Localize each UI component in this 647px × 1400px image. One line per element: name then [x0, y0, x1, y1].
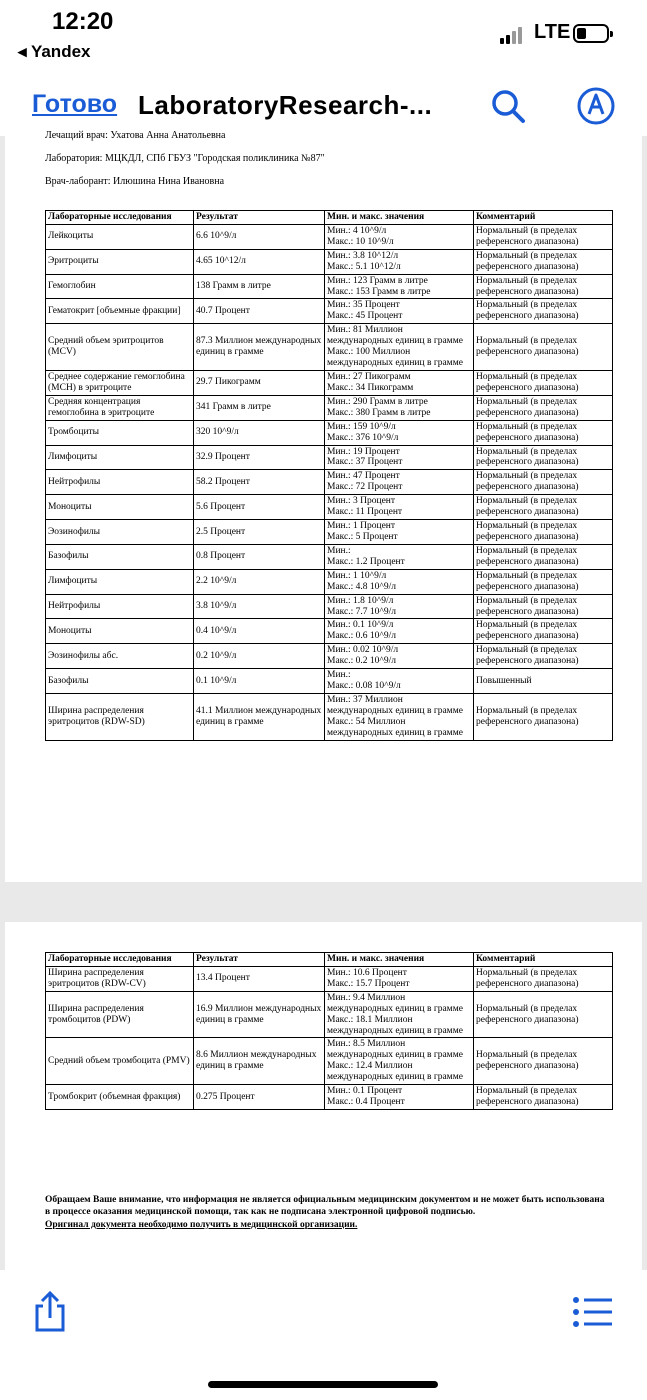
cell-result: 0.275 Процент: [194, 1085, 325, 1110]
cell-test-name: Ширина распределения тромбоцитов (PDW): [46, 991, 194, 1038]
cell-comment: Нормальный (в пределах референсного диапазона): [474, 991, 613, 1038]
cell-comment: Нормальный (в пределах референсного диапазона): [474, 966, 613, 991]
cell-comment: Нормальный (в пределах референсного диапазона): [474, 249, 613, 274]
cell-test-name: Ширина распределения эритроцитов (RDW-CV): [46, 966, 194, 991]
cell-comment: Повышенный: [474, 669, 613, 694]
table-row: [46, 991, 613, 1038]
cell-comment: Нормальный (в пределах референсного диапазона): [474, 495, 613, 520]
cell-test-name: Тромбокрит (объемная фракция): [46, 1085, 194, 1110]
cell-test-name: Лейкоциты: [46, 224, 194, 249]
table-row: [46, 594, 613, 619]
header-result: Результат: [194, 953, 325, 967]
cell-range: Мин.: 37 Миллион международных единиц в грамме Макс.: 54 Миллион международных единиц в грамме: [325, 693, 474, 740]
header-test: Лабораторные исследования: [46, 211, 194, 225]
cell-test-name: Средний объем тромбоцита (PMV): [46, 1038, 194, 1085]
cell-comment: Нормальный (в пределах референсного диапазона): [474, 274, 613, 299]
cell-result: 87.3 Миллион международных единиц в грамме: [194, 324, 325, 371]
table-row: [46, 324, 613, 371]
cell-result: 4.65 10^12/л: [194, 249, 325, 274]
cell-comment: Нормальный (в пределах референсного диапазона): [474, 569, 613, 594]
table-row: [46, 644, 613, 669]
cell-range: Мин.: 4 10^9/л Макс.: 10 10^9/л: [325, 224, 474, 249]
cell-comment: Нормальный (в пределах референсного диапазона): [474, 370, 613, 395]
cell-test-name: Базофилы: [46, 544, 194, 569]
cell-result: 5.6 Процент: [194, 495, 325, 520]
document-title: LaboratoryResearch-...: [138, 90, 433, 120]
cell-comment: Нормальный (в пределах референсного диапазона): [474, 299, 613, 324]
table-row: [46, 1085, 613, 1110]
header-range: Мин. и макс. значения: [325, 953, 474, 967]
cell-test-name: Тромбоциты: [46, 420, 194, 445]
cell-result: 8.6 Миллион международных единиц в грамме: [194, 1038, 325, 1085]
cell-range: Мин.: 19 Процент Макс.: 37 Процент: [325, 445, 474, 470]
document-page-2: [5, 922, 642, 1270]
table-row: [46, 966, 613, 991]
table-header-row: [46, 211, 613, 225]
cell-result: 13.4 Процент: [194, 966, 325, 991]
cell-comment: Нормальный (в пределах референсного диапазона): [474, 644, 613, 669]
cell-test-name: Моноциты: [46, 619, 194, 644]
cell-test-name: Лимфоциты: [46, 569, 194, 594]
cell-test-name: Нейтрофилы: [46, 470, 194, 495]
cell-range: Мин.: 290 Грамм в литре Макс.: 380 Грамм в литре: [325, 395, 474, 420]
attending-doctor: Лечащий врач: Ухатова Анна Анатольевна: [45, 130, 226, 141]
cell-result: 0.4 10^9/л: [194, 619, 325, 644]
results-table-1: [45, 210, 613, 741]
cell-result: 58.2 Процент: [194, 470, 325, 495]
table-row: [46, 520, 613, 545]
table-row: [46, 370, 613, 395]
table-row: [46, 420, 613, 445]
disclaimer: [45, 1194, 605, 1231]
search-icon[interactable]: [488, 86, 528, 126]
table-row: [46, 224, 613, 249]
cell-result: 0.1 10^9/л: [194, 669, 325, 694]
header-range: Мин. и макс. значения: [325, 211, 474, 225]
cell-range: Мин.: 159 10^9/л Макс.: 376 10^9/л: [325, 420, 474, 445]
header-comment: Комментарий: [474, 211, 613, 225]
cell-test-name: Гематокрит [объемные фракции]: [46, 299, 194, 324]
nav-bar: [0, 80, 647, 136]
cell-comment: Нормальный (в пределах референсного диапазона): [474, 520, 613, 545]
cell-result: 320 10^9/л: [194, 420, 325, 445]
home-indicator: [208, 1381, 438, 1388]
cell-test-name: Эозинофилы абс.: [46, 644, 194, 669]
cell-range: Мин.: 1 10^9/л Макс.: 4.8 10^9/л: [325, 569, 474, 594]
list-icon[interactable]: [572, 1296, 614, 1328]
cell-test-name: Базофилы: [46, 669, 194, 694]
cell-comment: Нормальный (в пределах референсного диапазона): [474, 224, 613, 249]
cell-range: Мин.: Макс.: 0.08 10^9/л: [325, 669, 474, 694]
cell-comment: Нормальный (в пределах референсного диапазона): [474, 619, 613, 644]
table-row: [46, 569, 613, 594]
table-row: [46, 249, 613, 274]
cell-range: Мин.: 1.8 10^9/л Макс.: 7.7 10^9/л: [325, 594, 474, 619]
table-row: [46, 1038, 613, 1085]
cell-comment: Нормальный (в пределах референсного диапазона): [474, 544, 613, 569]
table-row: [46, 619, 613, 644]
done-button[interactable]: Готово: [32, 90, 118, 118]
cell-result: 16.9 Миллион международных единиц в грамме: [194, 991, 325, 1038]
cell-comment: Нормальный (в пределах референсного диапазона): [474, 470, 613, 495]
cell-comment: Нормальный (в пределах референсного диапазона): [474, 594, 613, 619]
header-comment: Комментарий: [474, 953, 613, 967]
cell-comment: Нормальный (в пределах референсного диапазона): [474, 445, 613, 470]
cell-comment: Нормальный (в пределах референсного диапазона): [474, 1085, 613, 1110]
cell-range: Мин.: 47 Процент Макс.: 72 Процент: [325, 470, 474, 495]
table-row: [46, 693, 613, 740]
disclaimer-text: Обращаем Ваше внимание, что информация не является официальным медицинским документом и не может быть использована в процессе оказания медицинской помощи, так как не подписана электронной цифровой подписью.: [45, 1195, 605, 1218]
table-row: [46, 669, 613, 694]
cell-range: Мин.: 10.6 Процент Макс.: 15.7 Процент: [325, 966, 474, 991]
disclaimer-original-note: Оригинал документа необходимо получить в медицинской организации.: [45, 1219, 358, 1230]
cell-comment: Нормальный (в пределах референсного диапазона): [474, 395, 613, 420]
cell-test-name: Средняя концентрация гемоглобина в эритроците: [46, 395, 194, 420]
cell-comment: Нормальный (в пределах референсного диапазона): [474, 693, 613, 740]
signal-icon: [500, 26, 528, 44]
markup-icon[interactable]: [576, 86, 616, 126]
table-row: [46, 544, 613, 569]
cell-test-name: Лимфоциты: [46, 445, 194, 470]
status-time: 12:20: [52, 8, 114, 35]
table-header-row: [46, 953, 613, 967]
cell-range: Мин.: 27 Пикограмм Макс.: 34 Пикограмм: [325, 370, 474, 395]
cell-result: 29.7 Пикограмм: [194, 370, 325, 395]
header-test: Лабораторные исследования: [46, 953, 194, 967]
cell-range: Мин.: 9.4 Миллион международных единиц в грамме Макс.: 18.1 Миллион международных единиц в грамме: [325, 991, 474, 1038]
cell-result: 3.8 10^9/л: [194, 594, 325, 619]
cell-range: Мин.: 0.02 10^9/л Макс.: 0.2 10^9/л: [325, 644, 474, 669]
cell-result: 41.1 Миллион международных единиц в грамме: [194, 693, 325, 740]
cell-range: Мин.: 35 Процент Макс.: 45 Процент: [325, 299, 474, 324]
cell-result: 2.5 Процент: [194, 520, 325, 545]
cell-result: 6.6 10^9/л: [194, 224, 325, 249]
table-row: [46, 274, 613, 299]
lab-doctor: Врач-лаборант: Илюшина Нина Ивановна: [45, 176, 225, 187]
bottom-toolbar: [0, 1270, 647, 1400]
cell-range: Мин.: 8.5 Миллион международных единиц в грамме Макс.: 12.4 Миллион международных единиц в грамме: [325, 1038, 474, 1085]
cell-test-name: Эритроциты: [46, 249, 194, 274]
back-to-app-link[interactable]: ◂ Yandex: [18, 42, 91, 61]
document-page-1: [5, 130, 642, 882]
cell-range: Мин.: 3 Процент Макс.: 11 Процент: [325, 495, 474, 520]
cell-test-name: Среднее содержание гемоглобина (MCH) в эритроците: [46, 370, 194, 395]
cell-range: Мин.: 1 Процент Макс.: 5 Процент: [325, 520, 474, 545]
cell-comment: Нормальный (в пределах референсного диапазона): [474, 1038, 613, 1085]
table-row: [46, 445, 613, 470]
cell-test-name: Моноциты: [46, 495, 194, 520]
cell-result: 138 Грамм в литре: [194, 274, 325, 299]
status-bar: [0, 0, 647, 80]
laboratory-name: Лаборатория: МЦКДЛ, СПб ГБУЗ "Городская поликлиника №87": [45, 153, 325, 164]
cell-result: 0.2 10^9/л: [194, 644, 325, 669]
table-row: [46, 395, 613, 420]
cell-test-name: Эозинофилы: [46, 520, 194, 545]
cell-range: Мин.: 123 Грамм в литре Макс.: 153 Грамм в литре: [325, 274, 474, 299]
cell-result: 0.8 Процент: [194, 544, 325, 569]
cell-test-name: Нейтрофилы: [46, 594, 194, 619]
cell-test-name: Гемоглобин: [46, 274, 194, 299]
cell-range: Мин.: Макс.: 1.2 Процент: [325, 544, 474, 569]
cell-result: 32.9 Процент: [194, 445, 325, 470]
cell-range: Мин.: 81 Миллион международных единиц в грамме Макс.: 100 Миллион международных единиц в грамме: [325, 324, 474, 371]
table-row: [46, 495, 613, 520]
cell-result: 40.7 Процент: [194, 299, 325, 324]
cell-result: 341 Грамм в литре: [194, 395, 325, 420]
cell-comment: Нормальный (в пределах референсного диапазона): [474, 420, 613, 445]
cell-result: 2.2 10^9/л: [194, 569, 325, 594]
results-table-2: [45, 952, 613, 1110]
battery-icon: [573, 24, 609, 43]
cell-test-name: Средний объем эритроцитов (MCV): [46, 324, 194, 371]
cell-comment: Нормальный (в пределах референсного диапазона): [474, 324, 613, 371]
header-result: Результат: [194, 211, 325, 225]
cell-range: Мин.: 3.8 10^12/л Макс.: 5.1 10^12/л: [325, 249, 474, 274]
cell-range: Мин.: 0.1 Процент Макс.: 0.4 Процент: [325, 1085, 474, 1110]
table-row: [46, 470, 613, 495]
cell-range: Мин.: 0.1 10^9/л Макс.: 0.6 10^9/л: [325, 619, 474, 644]
network-label: LTE: [534, 21, 571, 43]
cell-test-name: Ширина распределения эритроцитов (RDW-SD): [46, 693, 194, 740]
share-icon[interactable]: [30, 1290, 70, 1334]
table-row: [46, 299, 613, 324]
